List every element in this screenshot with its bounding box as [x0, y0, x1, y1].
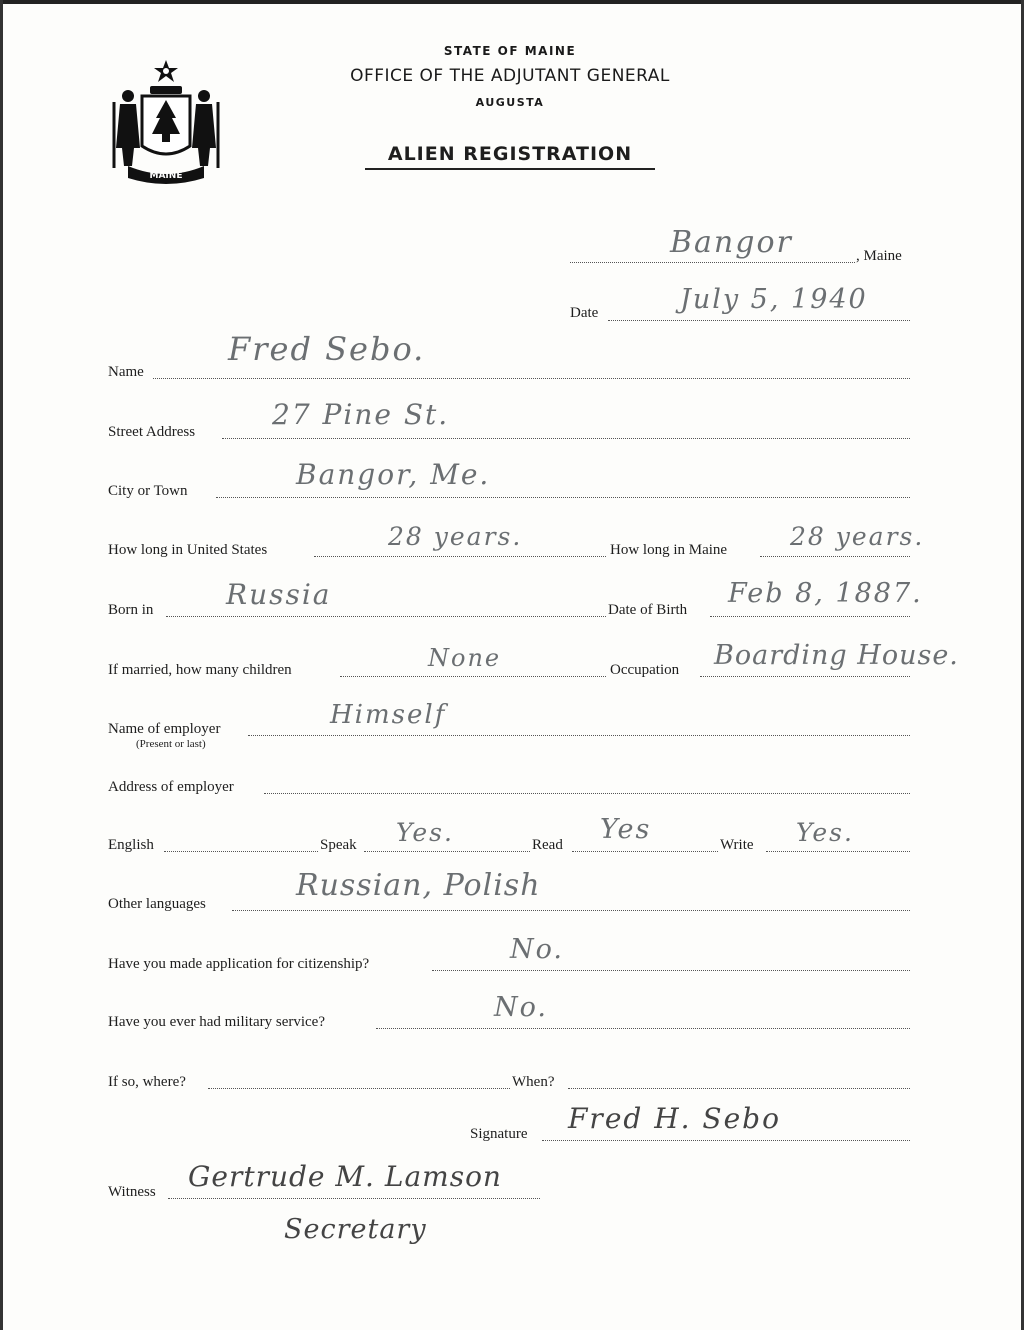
born-label: Born in: [108, 602, 154, 618]
employer-address-line: [264, 793, 910, 794]
street-value: 27 Pine St.: [272, 398, 450, 431]
employer-label: Name of employer: [108, 721, 221, 737]
signature-label: Signature: [470, 1126, 528, 1142]
children-label: If married, how many children: [108, 662, 292, 678]
english-line: [164, 851, 318, 852]
name-line: [153, 378, 910, 379]
maine-duration-line: [760, 556, 910, 557]
where-label: If so, where?: [108, 1074, 186, 1090]
write-label: Write: [720, 837, 754, 853]
speak-line: [364, 851, 530, 852]
where-line: [208, 1088, 510, 1089]
street-line: [222, 438, 910, 439]
witness-value: Gertrude M. Lamson: [188, 1160, 502, 1193]
maine-duration-label: How long in Maine: [610, 542, 728, 558]
city-value: Bangor, Me.: [296, 458, 491, 491]
read-line: [572, 851, 718, 852]
date-value: July 5, 1940: [680, 284, 868, 315]
read-label: Read: [532, 837, 563, 853]
dob-line: [710, 616, 910, 617]
us-duration-value: 28 years.: [388, 522, 523, 551]
employer-value: Himself: [330, 700, 447, 730]
city-heading: AUGUSTA: [475, 96, 545, 109]
born-line: [166, 616, 606, 617]
city-label: City or Town: [108, 483, 188, 499]
city-line: [216, 497, 910, 498]
office-heading: OFFICE OF THE ADJUTANT GENERAL: [350, 66, 670, 86]
us-duration-label: How long in United States: [108, 542, 268, 558]
occupation-value: Boarding House.: [714, 640, 959, 671]
speak-value: Yes.: [396, 818, 454, 847]
children-value: None: [428, 644, 502, 672]
seal-text: MAINE: [149, 171, 183, 181]
street-label: Street Address: [108, 424, 196, 440]
other-languages-label: Other languages: [108, 896, 206, 912]
place-value: Bangor: [670, 225, 793, 260]
date-label: Date: [570, 305, 599, 321]
place-line: [570, 262, 855, 263]
witness-title: Secretary: [284, 1214, 427, 1245]
when-label: When?: [512, 1074, 555, 1090]
write-value: Yes.: [796, 818, 854, 847]
left-border: [0, 0, 3, 1330]
employer-sublabel: (Present or last): [136, 738, 206, 750]
dob-value: Feb 8, 1887.: [728, 578, 923, 609]
top-border: [0, 0, 1024, 4]
when-line: [568, 1088, 910, 1089]
signature-value: Fred H. Sebo: [568, 1102, 781, 1135]
english-label: English: [108, 837, 154, 853]
form-title: ALIEN REGISTRATION: [365, 143, 655, 170]
name-value: Fred Sebo.: [228, 330, 426, 368]
speak-label: Speak: [320, 837, 357, 853]
born-value: Russia: [226, 578, 332, 611]
read-value: Yes: [600, 814, 652, 845]
citizenship-line: [432, 970, 910, 971]
maine-duration-value: 28 years.: [790, 522, 925, 551]
military-line: [376, 1028, 910, 1029]
write-line: [766, 851, 910, 852]
occupation-line: [700, 676, 910, 677]
military-value: No.: [494, 992, 548, 1023]
occupation-label: Occupation: [610, 662, 680, 678]
signature-line: [542, 1140, 910, 1141]
employer-line: [248, 735, 910, 736]
employer-address-label: Address of employer: [108, 779, 234, 795]
dob-label: Date of Birth: [608, 602, 688, 618]
children-line: [340, 676, 606, 677]
state-seal-icon: [110, 56, 222, 184]
witness-label: Witness: [108, 1184, 156, 1200]
other-languages-value: Russian, Polish: [296, 868, 541, 903]
state-heading: STATE OF MAINE: [443, 44, 577, 58]
witness-line: [168, 1198, 540, 1199]
other-languages-line: [232, 910, 910, 911]
name-label: Name: [108, 364, 144, 380]
us-duration-line: [314, 556, 606, 557]
citizenship-label: Have you made application for citizenship?: [108, 956, 370, 972]
date-line: [608, 320, 910, 321]
military-label: Have you ever had military service?: [108, 1014, 325, 1030]
place-suffix: , Maine: [856, 248, 902, 264]
citizenship-value: No.: [510, 934, 564, 965]
